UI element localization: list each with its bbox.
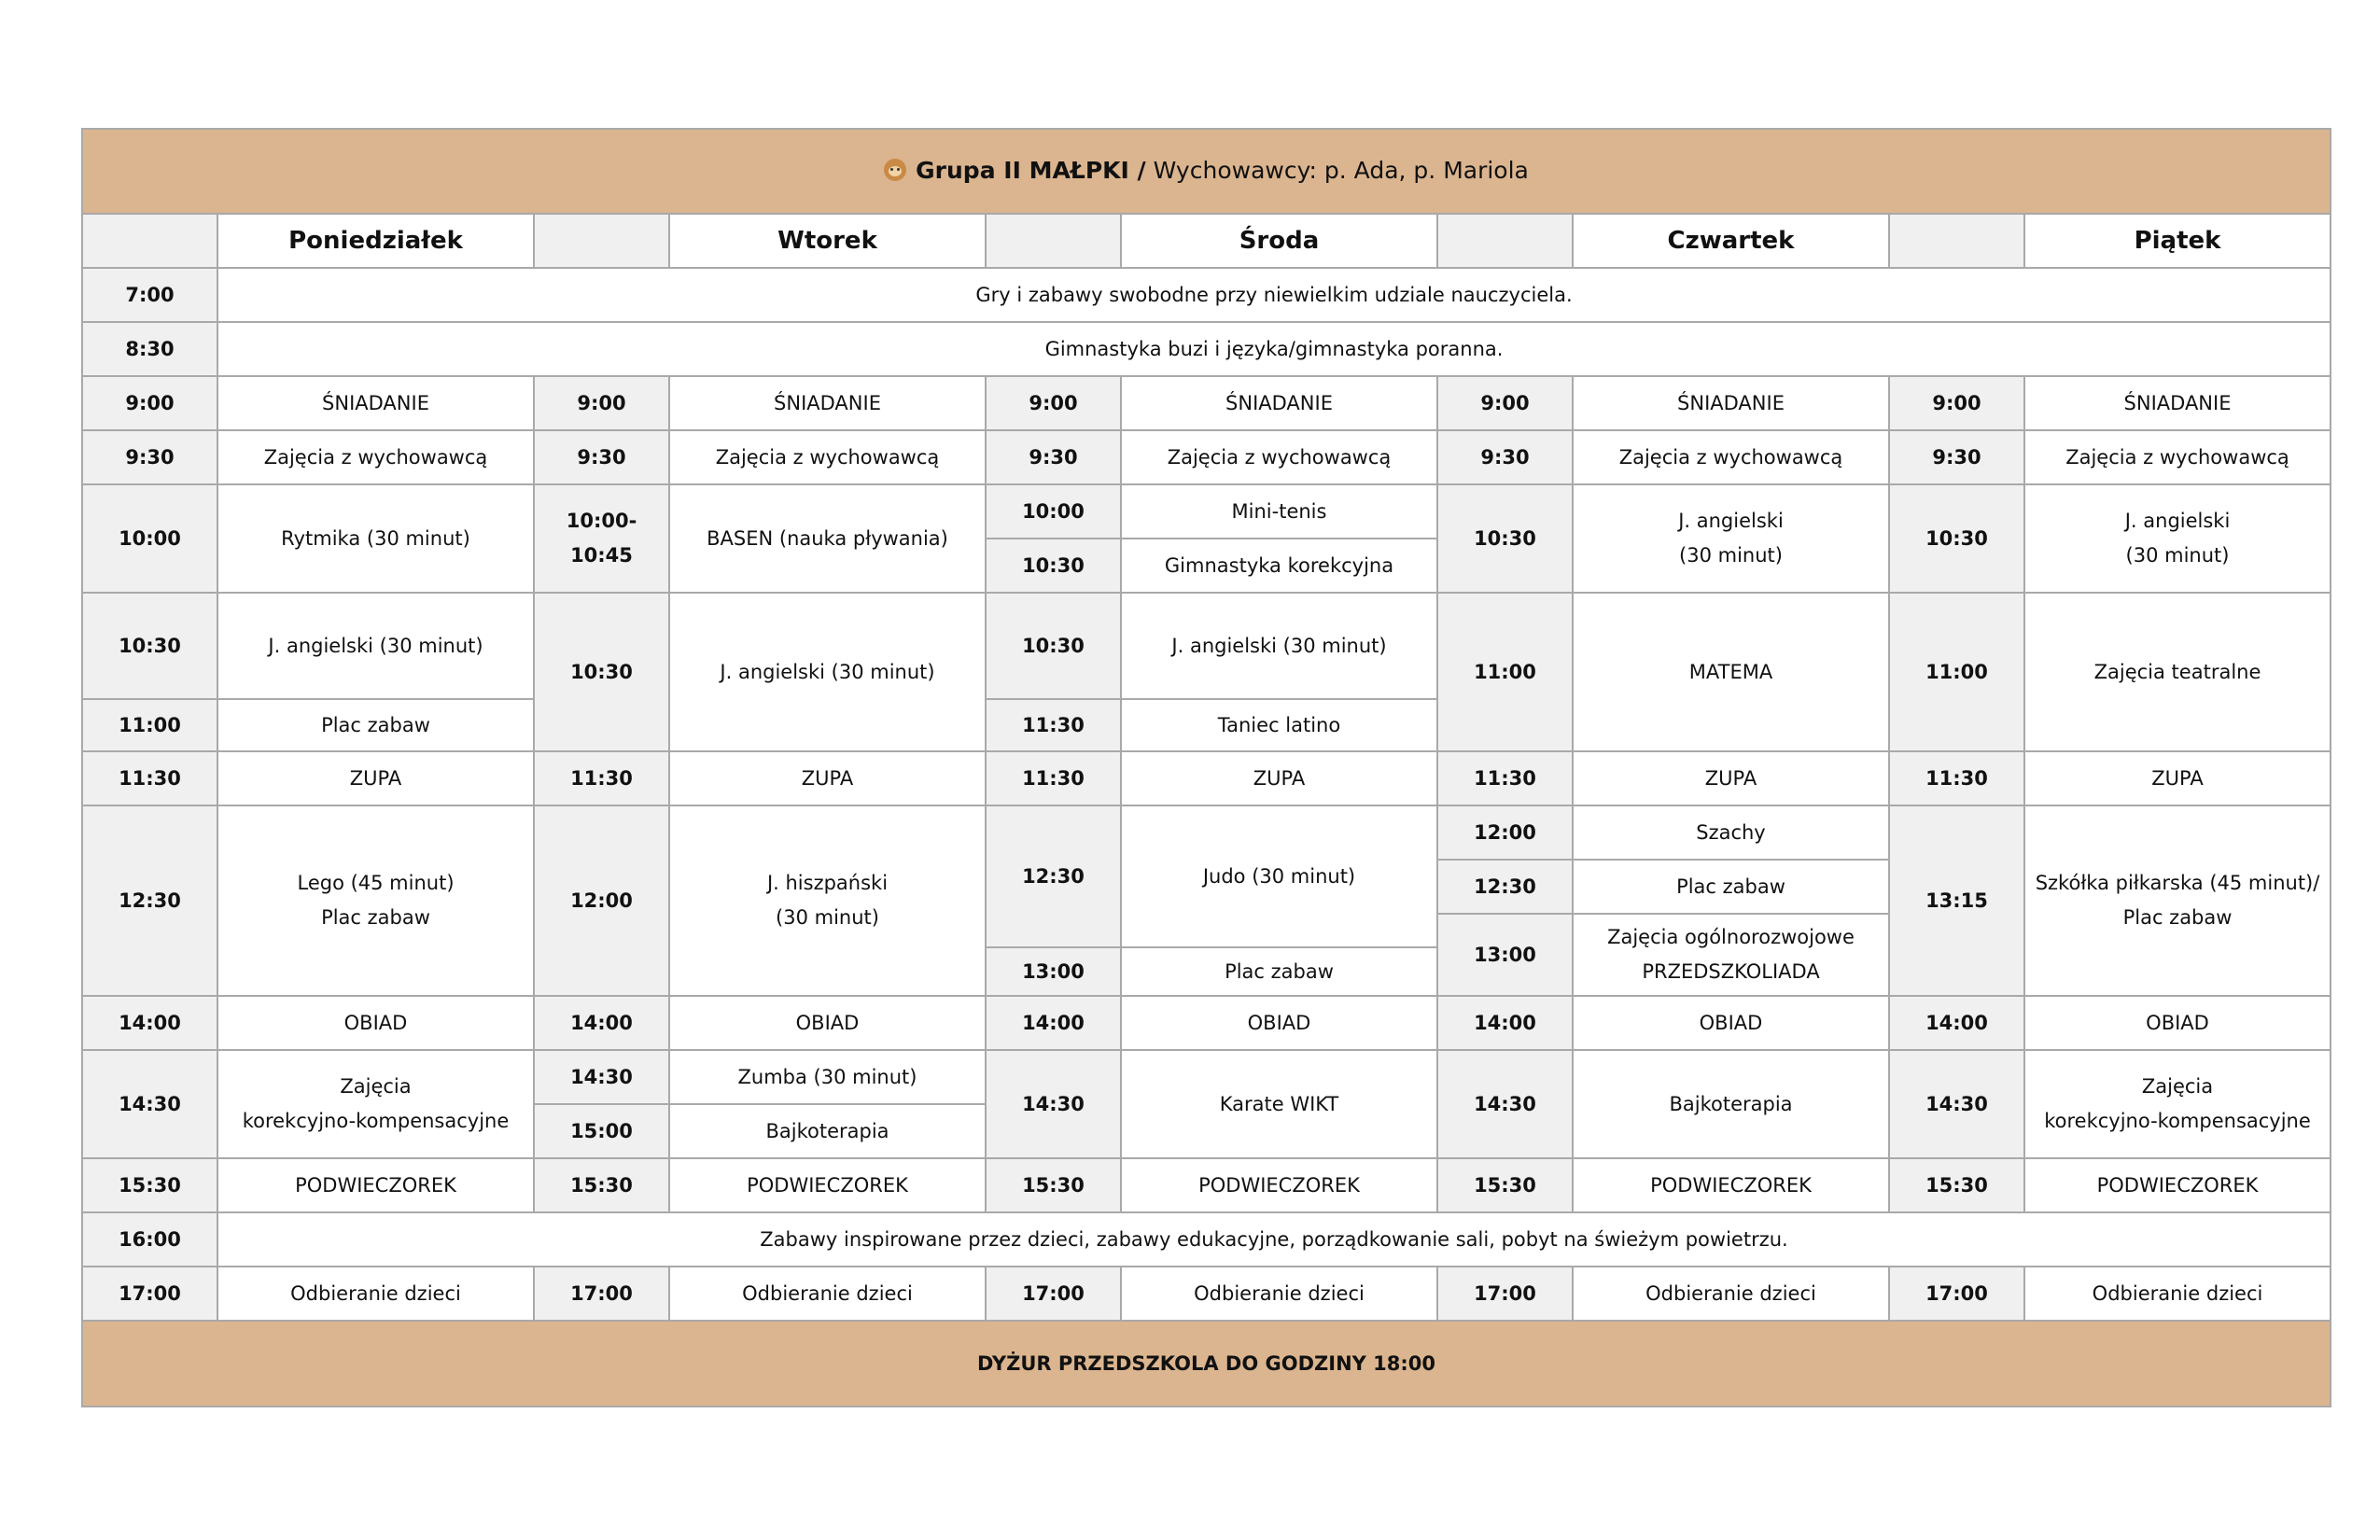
- time-cell: 9:30: [534, 430, 669, 484]
- time-cell: 12:00: [534, 805, 669, 996]
- activity-cell: BASEN (nauka pływania): [669, 484, 986, 593]
- activity-cell: Gimnastyka korekcyjna: [1121, 539, 1437, 593]
- time-cell: 15:00: [534, 1104, 669, 1158]
- row-1400: [82, 996, 2331, 1050]
- monkey-face-icon: [884, 159, 906, 181]
- day-wednesday: Środa: [1121, 214, 1437, 268]
- time-cell: 9:30: [1889, 430, 2024, 484]
- time-cell: 14:30: [986, 1050, 1121, 1158]
- time-cell: 13:15: [1889, 805, 2024, 996]
- time-cell: 14:00: [1889, 996, 2024, 1050]
- time-cell: 11:30: [986, 699, 1121, 751]
- activity-cell: Rytmika (30 minut): [217, 484, 534, 593]
- time-cell: 17:00: [1437, 1267, 1573, 1321]
- time-cell: 14:30: [534, 1050, 669, 1104]
- activity-cell: [2024, 484, 2331, 593]
- activity-line: Lego (45 minut): [297, 872, 455, 894]
- activity-cell: OBIAD: [669, 996, 986, 1050]
- time-cell: 10:30: [986, 539, 1121, 593]
- activity-cell: ZUPA: [217, 751, 534, 805]
- time-cell: 10:30: [1889, 484, 2024, 593]
- activity-line: Plac zabaw: [2122, 906, 2233, 929]
- time-cell: 9:00: [1889, 376, 2024, 430]
- activity-cell: [217, 1050, 534, 1158]
- time-cell: 10:00: [986, 484, 1121, 539]
- group-name: Grupa II MAŁPKI /: [916, 157, 1146, 184]
- time-cell: 9:00: [534, 376, 669, 430]
- activity-cell: Zajęcia z wychowawcą: [669, 430, 986, 484]
- day-monday: Poniedziałek: [217, 214, 534, 268]
- time-line: 10:00-: [566, 510, 637, 532]
- time-cell: 11:00: [1437, 593, 1573, 751]
- activity-cell: ŚNIADANIE: [669, 376, 986, 430]
- activity-line: korekcyjno-kompensacyjne: [2044, 1110, 2311, 1132]
- day-friday: Piątek: [2024, 214, 2331, 268]
- time-cell: 10:30: [986, 593, 1121, 699]
- time-cell: 10:30: [1437, 484, 1573, 593]
- time-cell: 9:30: [986, 430, 1121, 484]
- time-cell: 15:30: [1437, 1158, 1573, 1212]
- row-1000a: [82, 484, 2331, 539]
- activity-line: J. hiszpański: [766, 872, 889, 894]
- activity-cell: ŚNIADANIE: [1121, 376, 1437, 430]
- row-0700: [82, 268, 2331, 322]
- activity-line: J. angielski: [2124, 510, 2231, 532]
- activity-line: J. angielski: [1678, 510, 1784, 532]
- schedule-title: [82, 129, 2331, 214]
- time-cell: 14:00: [534, 996, 669, 1050]
- activity-cell: Zajęcia z wychowawcą: [1121, 430, 1437, 484]
- teachers: Wychowawcy: p. Ada, p. Mariola: [1153, 157, 1529, 184]
- activity-cell: ŚNIADANIE: [1573, 376, 1889, 430]
- time-cell: 9:00: [986, 376, 1121, 430]
- time-cell: 11:30: [986, 751, 1121, 805]
- activity-cell: Zajęcia z wychowawcą: [2024, 430, 2331, 484]
- activity-cell: Plac zabaw: [217, 699, 534, 751]
- row-0900: [82, 376, 2331, 430]
- activity-cell: Mini-tenis: [1121, 484, 1437, 539]
- activity-cell: J. angielski (30 minut): [217, 593, 534, 699]
- activity-cell: J. angielski (30 minut): [669, 593, 986, 751]
- activity-cell: ZUPA: [1121, 751, 1437, 805]
- activity-cell: [2024, 1050, 2331, 1158]
- activity-line: Zajęcia: [2141, 1075, 2214, 1098]
- time-cell: 12:30: [82, 805, 217, 996]
- activity-cell: Zajęcia z wychowawcą: [217, 430, 534, 484]
- activity-cell: OBIAD: [217, 996, 534, 1050]
- row-1430a: [82, 1050, 2331, 1104]
- activity-cell: Szachy: [1573, 805, 1889, 860]
- activity-line: (30 minut): [2125, 544, 2230, 567]
- row-1600: [82, 1212, 2331, 1267]
- activity-cell: Odbieranie dzieci: [669, 1267, 986, 1321]
- time-cell: 17:00: [1889, 1267, 2024, 1321]
- time-cell: 10:30: [82, 593, 217, 699]
- activity-cell: MATEMA: [1573, 593, 1889, 751]
- row-1200a: [82, 805, 2331, 860]
- activity-cell: OBIAD: [1121, 996, 1437, 1050]
- time-cell: 9:30: [1437, 430, 1573, 484]
- activity-cell: Karate WIKT: [1121, 1050, 1437, 1158]
- duty-note: DYŻUR PRZEDSZKOLA DO GODZINY 18:00: [82, 1321, 2331, 1407]
- activity-cell: Zabawy inspirowane przez dzieci, zabawy edukacyjne, porządkowanie sali, pobyt na świeżym powietrzu.: [217, 1212, 2331, 1267]
- row-0830: [82, 322, 2331, 376]
- activity-cell: Taniec latino: [1121, 699, 1437, 751]
- activity-cell: PODWIECZOREK: [2024, 1158, 2331, 1212]
- activity-cell: ŚNIADANIE: [2024, 376, 2331, 430]
- time-cell: 11:00: [82, 699, 217, 751]
- activity-line: Szkółka piłkarska (45 minut)/: [2035, 872, 2320, 894]
- activity-cell: Zajęcia teatralne: [2024, 593, 2331, 751]
- activity-cell: Odbieranie dzieci: [2024, 1267, 2331, 1321]
- time-cell: 14:00: [1437, 996, 1573, 1050]
- time-cell: 14:30: [1437, 1050, 1573, 1158]
- time-cell: 11:30: [82, 751, 217, 805]
- activity-cell: ZUPA: [2024, 751, 2331, 805]
- activity-cell: [217, 805, 534, 996]
- header-time-cell: [1889, 214, 2024, 268]
- activity-cell: Odbieranie dzieci: [217, 1267, 534, 1321]
- activity-cell: Bajkoterapia: [669, 1104, 986, 1158]
- activity-cell: OBIAD: [2024, 996, 2331, 1050]
- schedule-table: [81, 128, 2331, 1407]
- activity-line: (30 minut): [1679, 544, 1783, 567]
- activity-cell: Odbieranie dzieci: [1121, 1267, 1437, 1321]
- time-cell: 12:30: [986, 805, 1121, 947]
- time-cell: 11:00: [1889, 593, 2024, 751]
- activity-cell: Bajkoterapia: [1573, 1050, 1889, 1158]
- activity-line: PRZEDSZKOLIADA: [1642, 960, 1820, 983]
- row-1130: [82, 751, 2331, 805]
- activity-cell: Zumba (30 minut): [669, 1050, 986, 1104]
- activity-line: Zajęcia: [340, 1075, 412, 1098]
- activity-cell: Gimnastyka buzi i języka/gimnastyka poranna.: [217, 322, 2331, 376]
- activity-cell: Plac zabaw: [1573, 860, 1889, 914]
- time-cell: 14:00: [82, 996, 217, 1050]
- row-1700: [82, 1267, 2331, 1321]
- row-1030a: [82, 593, 2331, 699]
- time-cell: 7:00: [82, 268, 217, 322]
- header-time-cell: [986, 214, 1121, 268]
- time-cell: 15:30: [1889, 1158, 2024, 1212]
- activity-cell: [1573, 484, 1889, 593]
- activity-cell: PODWIECZOREK: [217, 1158, 534, 1212]
- day-header-row: [82, 214, 2331, 268]
- time-cell: 10:30: [534, 593, 669, 751]
- time-cell: 13:00: [986, 947, 1121, 996]
- activity-cell: OBIAD: [1573, 996, 1889, 1050]
- time-cell: 11:30: [534, 751, 669, 805]
- day-thursday: Czwartek: [1573, 214, 1889, 268]
- activity-cell: PODWIECZOREK: [669, 1158, 986, 1212]
- time-cell: 17:00: [82, 1267, 217, 1321]
- activity-line: korekcyjno-kompensacyjne: [242, 1110, 510, 1132]
- time-cell: 9:00: [82, 376, 217, 430]
- time-cell: 12:00: [1437, 805, 1573, 860]
- time-cell: 17:00: [534, 1267, 669, 1321]
- header-time-cell: [534, 214, 669, 268]
- time-cell: 14:30: [1889, 1050, 2024, 1158]
- activity-cell: Odbieranie dzieci: [1573, 1267, 1889, 1321]
- time-cell: 14:30: [82, 1050, 217, 1158]
- time-cell: [534, 484, 669, 593]
- time-cell: 14:00: [986, 996, 1121, 1050]
- row-1530: [82, 1158, 2331, 1212]
- time-cell: 15:30: [986, 1158, 1121, 1212]
- activity-line: Zajęcia ogólnorozwojowe: [1607, 926, 1855, 948]
- header-time-cell: [1437, 214, 1573, 268]
- activity-cell: ZUPA: [669, 751, 986, 805]
- time-cell: 17:00: [986, 1267, 1121, 1321]
- time-cell: 12:30: [1437, 860, 1573, 914]
- activity-cell: [669, 805, 986, 996]
- time-cell: 15:30: [82, 1158, 217, 1212]
- time-cell: 15:30: [534, 1158, 669, 1212]
- time-cell: 10:00: [82, 484, 217, 593]
- activity-cell: Gry i zabawy swobodne przy niewielkim udziale nauczyciela.: [217, 268, 2331, 322]
- time-cell: 9:00: [1437, 376, 1573, 430]
- schedule: [81, 128, 2330, 1407]
- time-cell: 9:30: [82, 430, 217, 484]
- activity-line: Plac zabaw: [321, 906, 430, 929]
- activity-cell: PODWIECZOREK: [1573, 1158, 1889, 1212]
- day-tuesday: Wtorek: [669, 214, 986, 268]
- time-line: 10:45: [570, 544, 633, 567]
- title-row: [82, 129, 2331, 214]
- activity-line: (30 minut): [776, 906, 879, 929]
- activity-cell: [1573, 914, 1889, 996]
- time-cell: 8:30: [82, 322, 217, 376]
- row-0930: [82, 430, 2331, 484]
- activity-cell: ŚNIADANIE: [217, 376, 534, 430]
- activity-cell: [2024, 805, 2331, 996]
- activity-cell: ZUPA: [1573, 751, 1889, 805]
- footer-row: [82, 1321, 2331, 1407]
- activity-cell: Plac zabaw: [1121, 947, 1437, 996]
- time-cell: 11:30: [1889, 751, 2024, 805]
- time-cell: 13:00: [1437, 914, 1573, 996]
- activity-cell: J. angielski (30 minut): [1121, 593, 1437, 699]
- header-time-cell: [82, 214, 217, 268]
- activity-cell: Judo (30 minut): [1121, 805, 1437, 947]
- activity-cell: Zajęcia z wychowawcą: [1573, 430, 1889, 484]
- activity-cell: PODWIECZOREK: [1121, 1158, 1437, 1212]
- time-cell: 11:30: [1437, 751, 1573, 805]
- time-cell: 16:00: [82, 1212, 217, 1267]
